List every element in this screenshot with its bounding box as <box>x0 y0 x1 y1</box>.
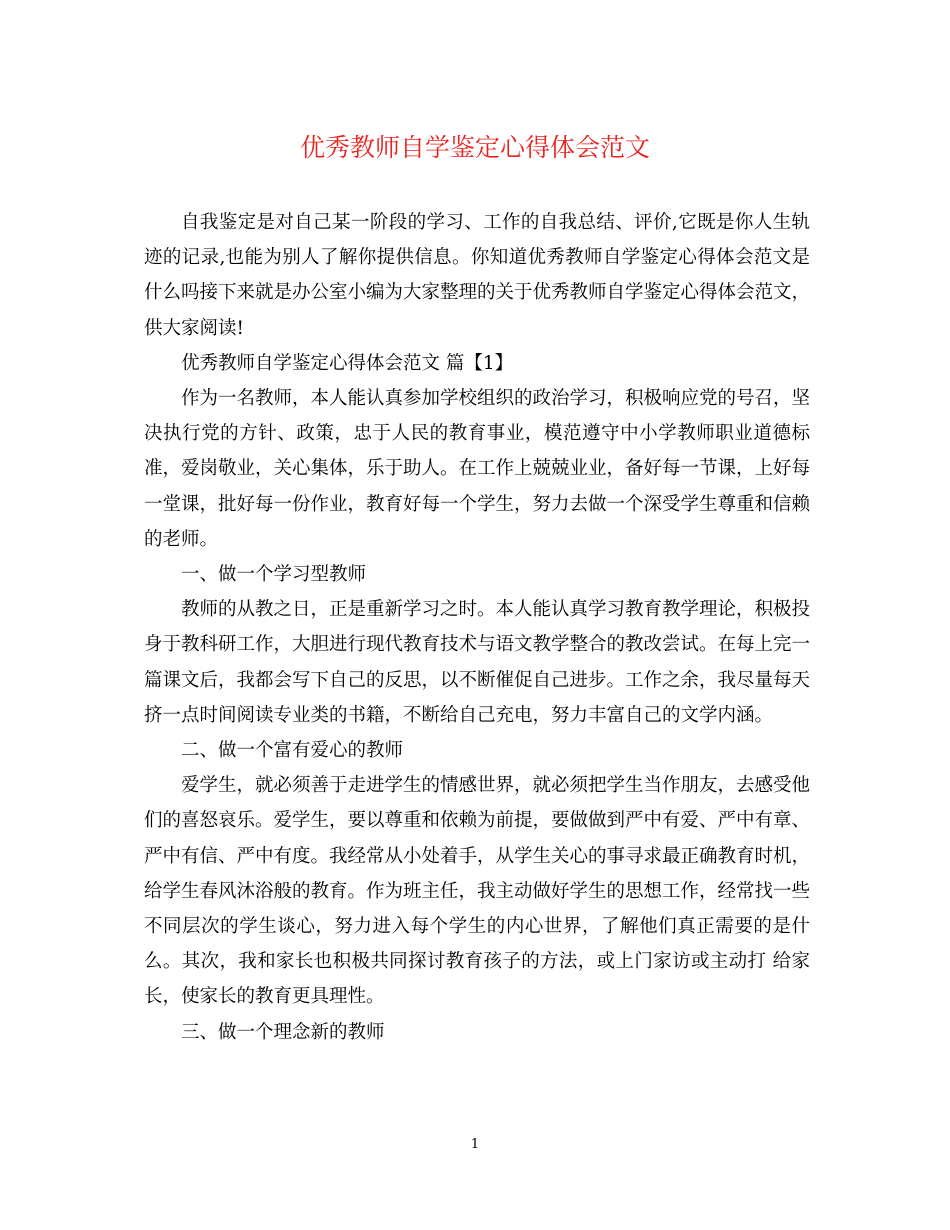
intro-paragraph: 自我鉴定是对自己某一阶段的学习、工作的自我总结、评价,它既是你人生轨迹的记录,也能为别人了解你提供信息。你知道优秀教师自学鉴定心得体会范文是什么吗接下来就是办公室小编为大家整理的关于优秀教师自学鉴定心得体会范文，供大家阅读! <box>144 212 811 339</box>
section-heading: 二、做一个富有爱心的教师 <box>181 740 404 762</box>
page-number: 1 <box>470 1137 480 1152</box>
body-paragraph: 作为一名教师，本人能认真参加学校组织的政治学习，积极响应党的号召，坚决执行党的方针、政策，忠于人民的教育事业，模范遵守中小学教师职业道德标准，爱岗敬业，关心集体，乐于助人。在工作上兢兢业业，备好每一节课，上好每一堂课，批好每一份作业，教育好每一个学生，努力去做一个深受学生尊重和信赖的老师。 <box>144 388 811 550</box>
document-body <box>144 205 810 1050</box>
document-title: 优秀教师自学鉴定心得体会范文 <box>299 133 650 162</box>
section-heading: 一、做一个学习型教师 <box>181 564 367 586</box>
body-paragraph: 爱学生，就必须善于走进学生的情感世界，就必须把学生当作朋友，去感受他们的喜怒哀乐。爱学生，要以尊重和依赖为前提，要做做到严中有爱、严中有章、严中有信、严中有度。我经常从小处着手，从学生关心的事寻求最正确教育时机，给学生春风沐浴般的教育。作为班主任，我主动做好学生的思想工作，经常找一些不同层次的学生谈心，努力进入每个学生的内心世界，了解他们真正需要的是什么。其次，我和家长也积极共同探讨教育孩子的方法，或上门家访或主动打 给家长，使家长的教育更具理性。 <box>144 775 811 1008</box>
body-paragraph: 教师的从教之日，正是重新学习之时。本人能认真学习教育教学理论，积极投身于教科研工作，大胆进行现代教育技术与语文教学整合的教改尝试。在每上完一篇课文后，我都会写下自己的反思，以不断催促自己进步。工作之余，我尽量每天挤一点时间阅读专业类的书籍，不断给自己充电，努力丰富自己的文学内涵。 <box>144 599 811 726</box>
article-heading: 优秀教师自学鉴定心得体会范文 篇【1】 <box>181 352 514 374</box>
section-heading: 三、做一个理念新的教师 <box>181 1021 385 1043</box>
